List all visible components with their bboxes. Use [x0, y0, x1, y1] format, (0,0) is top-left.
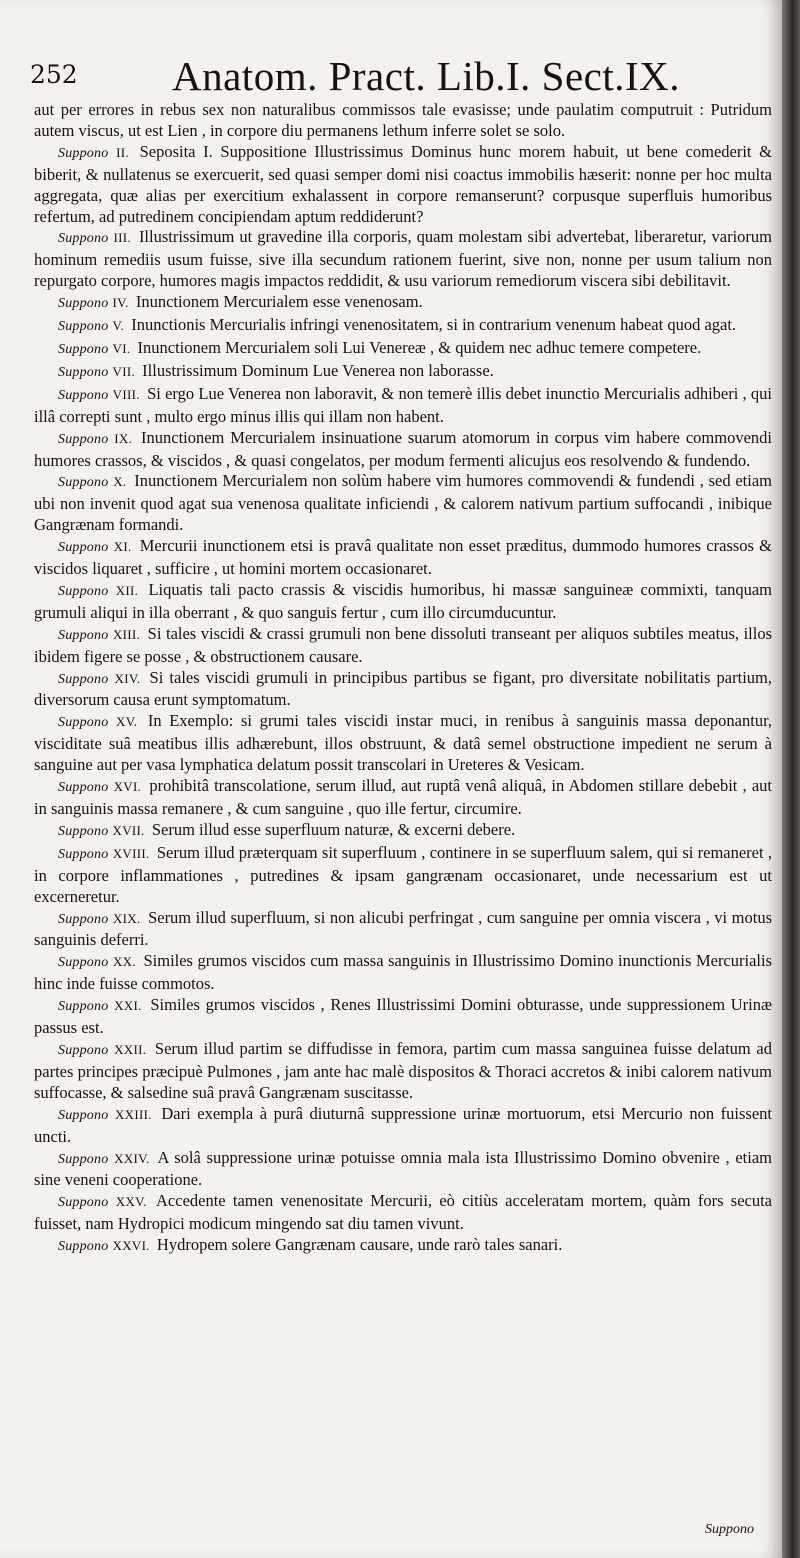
suppono-number: XXV. [115, 1194, 147, 1210]
paragraph-text: Mercurii inunctionem etsi is pravâ qualitate non esset præditus, dummodo humores crassos & viscidos liquaret , sufficire , ut homini mortem occasionaret. [34, 536, 773, 579]
paragraph-text: Illustrissimum ut gravedine illa corporis, quam molestam sibi advertebat, liberaretur, variorum hominum remediis usum fuisse, sive illa secundum rationem fuerint, sive non, nonne per usum talium non repurgato corpore, humores magis impactos reddidit, & usu variorum remediorum viscera sibi debilitavit. [34, 227, 772, 291]
paragraph [34, 668, 772, 712]
paragraph [34, 536, 772, 580]
paragraph [34, 1039, 772, 1104]
suppono-number: XV. [116, 714, 138, 730]
suppono-number: XIX. [112, 910, 141, 926]
suppono-label: Suppono [58, 999, 109, 1015]
suppono-number: XX. [112, 954, 136, 970]
suppono-label: Suppono [58, 823, 109, 839]
paragraph-text: Accedente tamen venenositate Mercurii, eò citiùs acceleratam mortem, quàm fors secuta fuisset, nam Hydropici modicum mingendo sat diu tamen vivunt. [34, 1191, 773, 1234]
suppono-number: VII. [112, 363, 136, 379]
paragraph [34, 100, 772, 142]
suppono-number: III. [113, 230, 131, 246]
suppono-label: Suppono [58, 319, 109, 335]
paragraph [34, 1148, 772, 1192]
suppono-number: XXIII. [114, 1106, 152, 1122]
suppono-label: Suppono [58, 1239, 109, 1255]
page-number: 252 [30, 60, 78, 89]
suppono-label: Suppono [58, 431, 109, 447]
suppono-label: Suppono [58, 671, 109, 687]
paragraph [34, 843, 772, 908]
paragraph [34, 227, 772, 292]
paragraph-text: aut per errores in rebus sex non naturalibus commissos tale evasisse; unde paulatim computruit : Putridum autem viscus, ut est Lien , in corpore diu permanens lethum inferre solet se solo. [34, 100, 772, 140]
suppono-number: XIV. [114, 670, 141, 686]
paragraph [34, 292, 772, 315]
paragraph [34, 338, 772, 361]
paragraph [34, 580, 772, 624]
paragraph-text: Si tales viscidi & crassi grumuli non bene dissoluti transeant per aliquos subtiles meatus, illos ibidem figere se posse , & obstructionem causare. [34, 623, 772, 666]
paragraph [34, 315, 772, 338]
paragraph-text: Inunctionis Mercurialis infringi venenositatem, si in contrarium venenum habeat quod agat. [131, 315, 737, 335]
running-head: Anatom. Pract. Lib.I. Sect.IX. [172, 53, 681, 99]
paragraph-text: Serum illud partim se diffudisse in femora, partim cum massa sanguinea fuisse delatum ad partes principes præcipuè Pulmones , jam ante hac malè dispositos & Thoraci accretos & inibi calorem nativum suffocasse, & salsedine suâ pravâ Gangrænam suscitasse. [34, 1038, 772, 1102]
suppono-number: II. [116, 144, 129, 160]
suppono-number: VI. [112, 340, 131, 356]
paragraph-text: Seposita I. Suppositione Illustrissimus Dominus hunc morem habuit, ut bene comederit & biberit, & nullatenus se exercuerit, sed quasi semper domi nisi coactus immobilis hæserit: nonne per hoc multa aggregata, quæ alias per exercitium exhalassent in corpore remanserunt? corpusque superfluis humoribus refertum, ad putredinem concipiendam aptum reddiderunt? [34, 141, 773, 226]
body-text [34, 100, 772, 1258]
paragraph [34, 820, 772, 843]
suppono-label: Suppono [58, 1042, 109, 1058]
paragraph [34, 142, 772, 228]
suppono-number: V. [112, 318, 125, 334]
suppono-label: Suppono [58, 911, 109, 927]
paragraph-text: Liquatis tali pacto crassis & viscidis humoribus, hi massæ sanguineæ commixti, tanquam grumuli aliqui in illa oberrant , & quo sanguis fertur , cum illo circumducuntur. [34, 579, 773, 622]
paragraph-text: Serum illud præterquam sit superfluum , continere in se superfluum salem, qui si remaneret , in corpore inflammationes , putredines & ipsam gangrænam occasionaret, unde necessarium est ut excerneretur. [34, 842, 773, 906]
page-header [30, 52, 770, 99]
suppono-label: Suppono [58, 1195, 109, 1211]
paragraph [34, 1104, 772, 1148]
suppono-label: Suppono [58, 955, 109, 971]
suppono-number: XII. [115, 582, 139, 598]
suppono-label: Suppono [58, 715, 109, 731]
paragraph [34, 428, 772, 472]
paragraph-text: Si tales viscidi grumuli in principibus partibus se figant, pro diversitate nobilitatis partium, diversorum causa erunt symptomatum. [34, 667, 773, 710]
paragraph-text: In Exemplo: si grumi tales viscidi instar muci, in renibus à sanguinis massa deponantur, visciditate suâ meatibus illis adhærebunt, illos obstruunt, & datâ semel obstructione impedient ne serum à sanguine aut per vasa lymphatica delatum possit transcolari in Ureteres & Vesicam. [34, 711, 773, 775]
paragraph [34, 776, 772, 820]
suppono-label: Suppono [58, 1151, 109, 1167]
suppono-number: XXVI. [112, 1238, 150, 1254]
paragraph [34, 361, 772, 384]
paragraph-text: Inunctionem Mercurialem non solùm habere vim humores commovendi & fundendi , sed etiam ubi non invenit quod agat sua venenosa qualitate inficiendi , & calorem nativum partium suffocandi , inibique Gangrænam formandi. [34, 471, 773, 535]
suppono-number: XVIII. [112, 845, 150, 861]
paragraph-text: Hydropem solere Gangrænam causare, unde rarò tales sanari. [156, 1235, 563, 1255]
paragraph [34, 1235, 772, 1258]
suppono-label: Suppono [58, 475, 109, 491]
paragraph-text: Serum illud esse superfluum naturæ, & excerni debere. [151, 819, 516, 839]
suppono-number: XVI. [113, 779, 142, 795]
suppono-label: Suppono [58, 540, 109, 556]
paragraph [34, 711, 772, 776]
suppono-number: IX. [114, 430, 133, 446]
suppono-label: Suppono [58, 627, 109, 643]
suppono-label: Suppono [58, 231, 109, 247]
paragraph-text: prohibitâ transcolatione, serum illud, aut ruptâ venâ aliquâ, in Abdomen stillare debebit , aut in sanguinis massa remanere , & cum sanguine , quo ille fertur, circumire. [34, 776, 773, 818]
paragraph-text: Illustrissimum Dominum Lue Venerea non laborasse. [142, 360, 494, 380]
suppono-number: VIII. [112, 386, 140, 402]
paragraph-text: Similes grumos viscidos , Renes Illustrissimi Domini obturasse, unde suppressionem Urinæ passus est. [34, 995, 772, 1038]
paragraph [34, 471, 772, 536]
paragraph-text: Similes grumos viscidos cum massa sanguinis in Illustrissimo Domino inunctionis Mercurialis hinc inde fuisse commotos. [34, 951, 772, 994]
paragraph [34, 995, 772, 1039]
suppono-number: IV. [112, 295, 129, 311]
paragraph-text: Si ergo Lue Venerea non laboravit, & non temerè illis debet inunctio Mercurialis adhiberi , qui illâ correpti sunt , multo ergo minus illis qui illam non habent. [34, 383, 773, 426]
suppono-label: Suppono [58, 296, 109, 312]
paragraph-text: Serum illud superfluum, si non alicubi perfringat , cum sanguine per omnia viscera , vi motus sanguinis deferri. [34, 907, 773, 950]
paragraph-text: Inunctionem Mercurialem esse venenosam. [135, 292, 423, 312]
suppono-label: Suppono [58, 145, 109, 161]
paragraph-text: Inunctionem Mercurialem soli Lui Venereæ , & quidem nec adhuc temere competere. [137, 337, 702, 357]
suppono-label: Suppono [58, 846, 109, 862]
paragraph-text: Dari exempla à purâ diuturnâ suppressione urinæ mortuorum, etsi Mercurio non fuissent uncti. [34, 1103, 773, 1146]
suppono-label: Suppono [58, 364, 109, 380]
suppono-number: X. [113, 474, 127, 490]
paragraph-text: A solâ suppressione urinæ potuisse omnia mala ista Illustrissimo Domino obvenire , etiam sine veneni cooperatione. [34, 1147, 773, 1190]
suppono-label: Suppono [58, 1107, 109, 1123]
suppono-number: XVII. [112, 822, 145, 838]
suppono-label: Suppono [58, 341, 109, 357]
suppono-label: Suppono [58, 387, 109, 403]
suppono-label: Suppono [58, 583, 109, 599]
paragraph [34, 908, 772, 952]
paragraph [34, 1191, 772, 1235]
paragraph [34, 951, 772, 995]
catchword: Suppono [705, 1522, 754, 1537]
suppono-number: XXII. [114, 1041, 147, 1057]
suppono-number: XI. [113, 539, 132, 555]
page-edge-shadow [782, 0, 800, 1558]
suppono-label: Suppono [58, 780, 109, 796]
paragraph [34, 384, 772, 428]
suppono-number: XIII. [112, 626, 141, 642]
suppono-number: XXIV. [114, 1150, 150, 1166]
suppono-number: XXI. [114, 998, 142, 1014]
paragraph [34, 624, 772, 668]
paragraph-text: Inunctionem Mercurialem insinuatione suarum atomorum in corpus vim habere commovendi humores crassos, & viscidos , & quasi congelatos, per modum fermenti alicujus eos resolvendo & fundendo. [34, 427, 772, 470]
